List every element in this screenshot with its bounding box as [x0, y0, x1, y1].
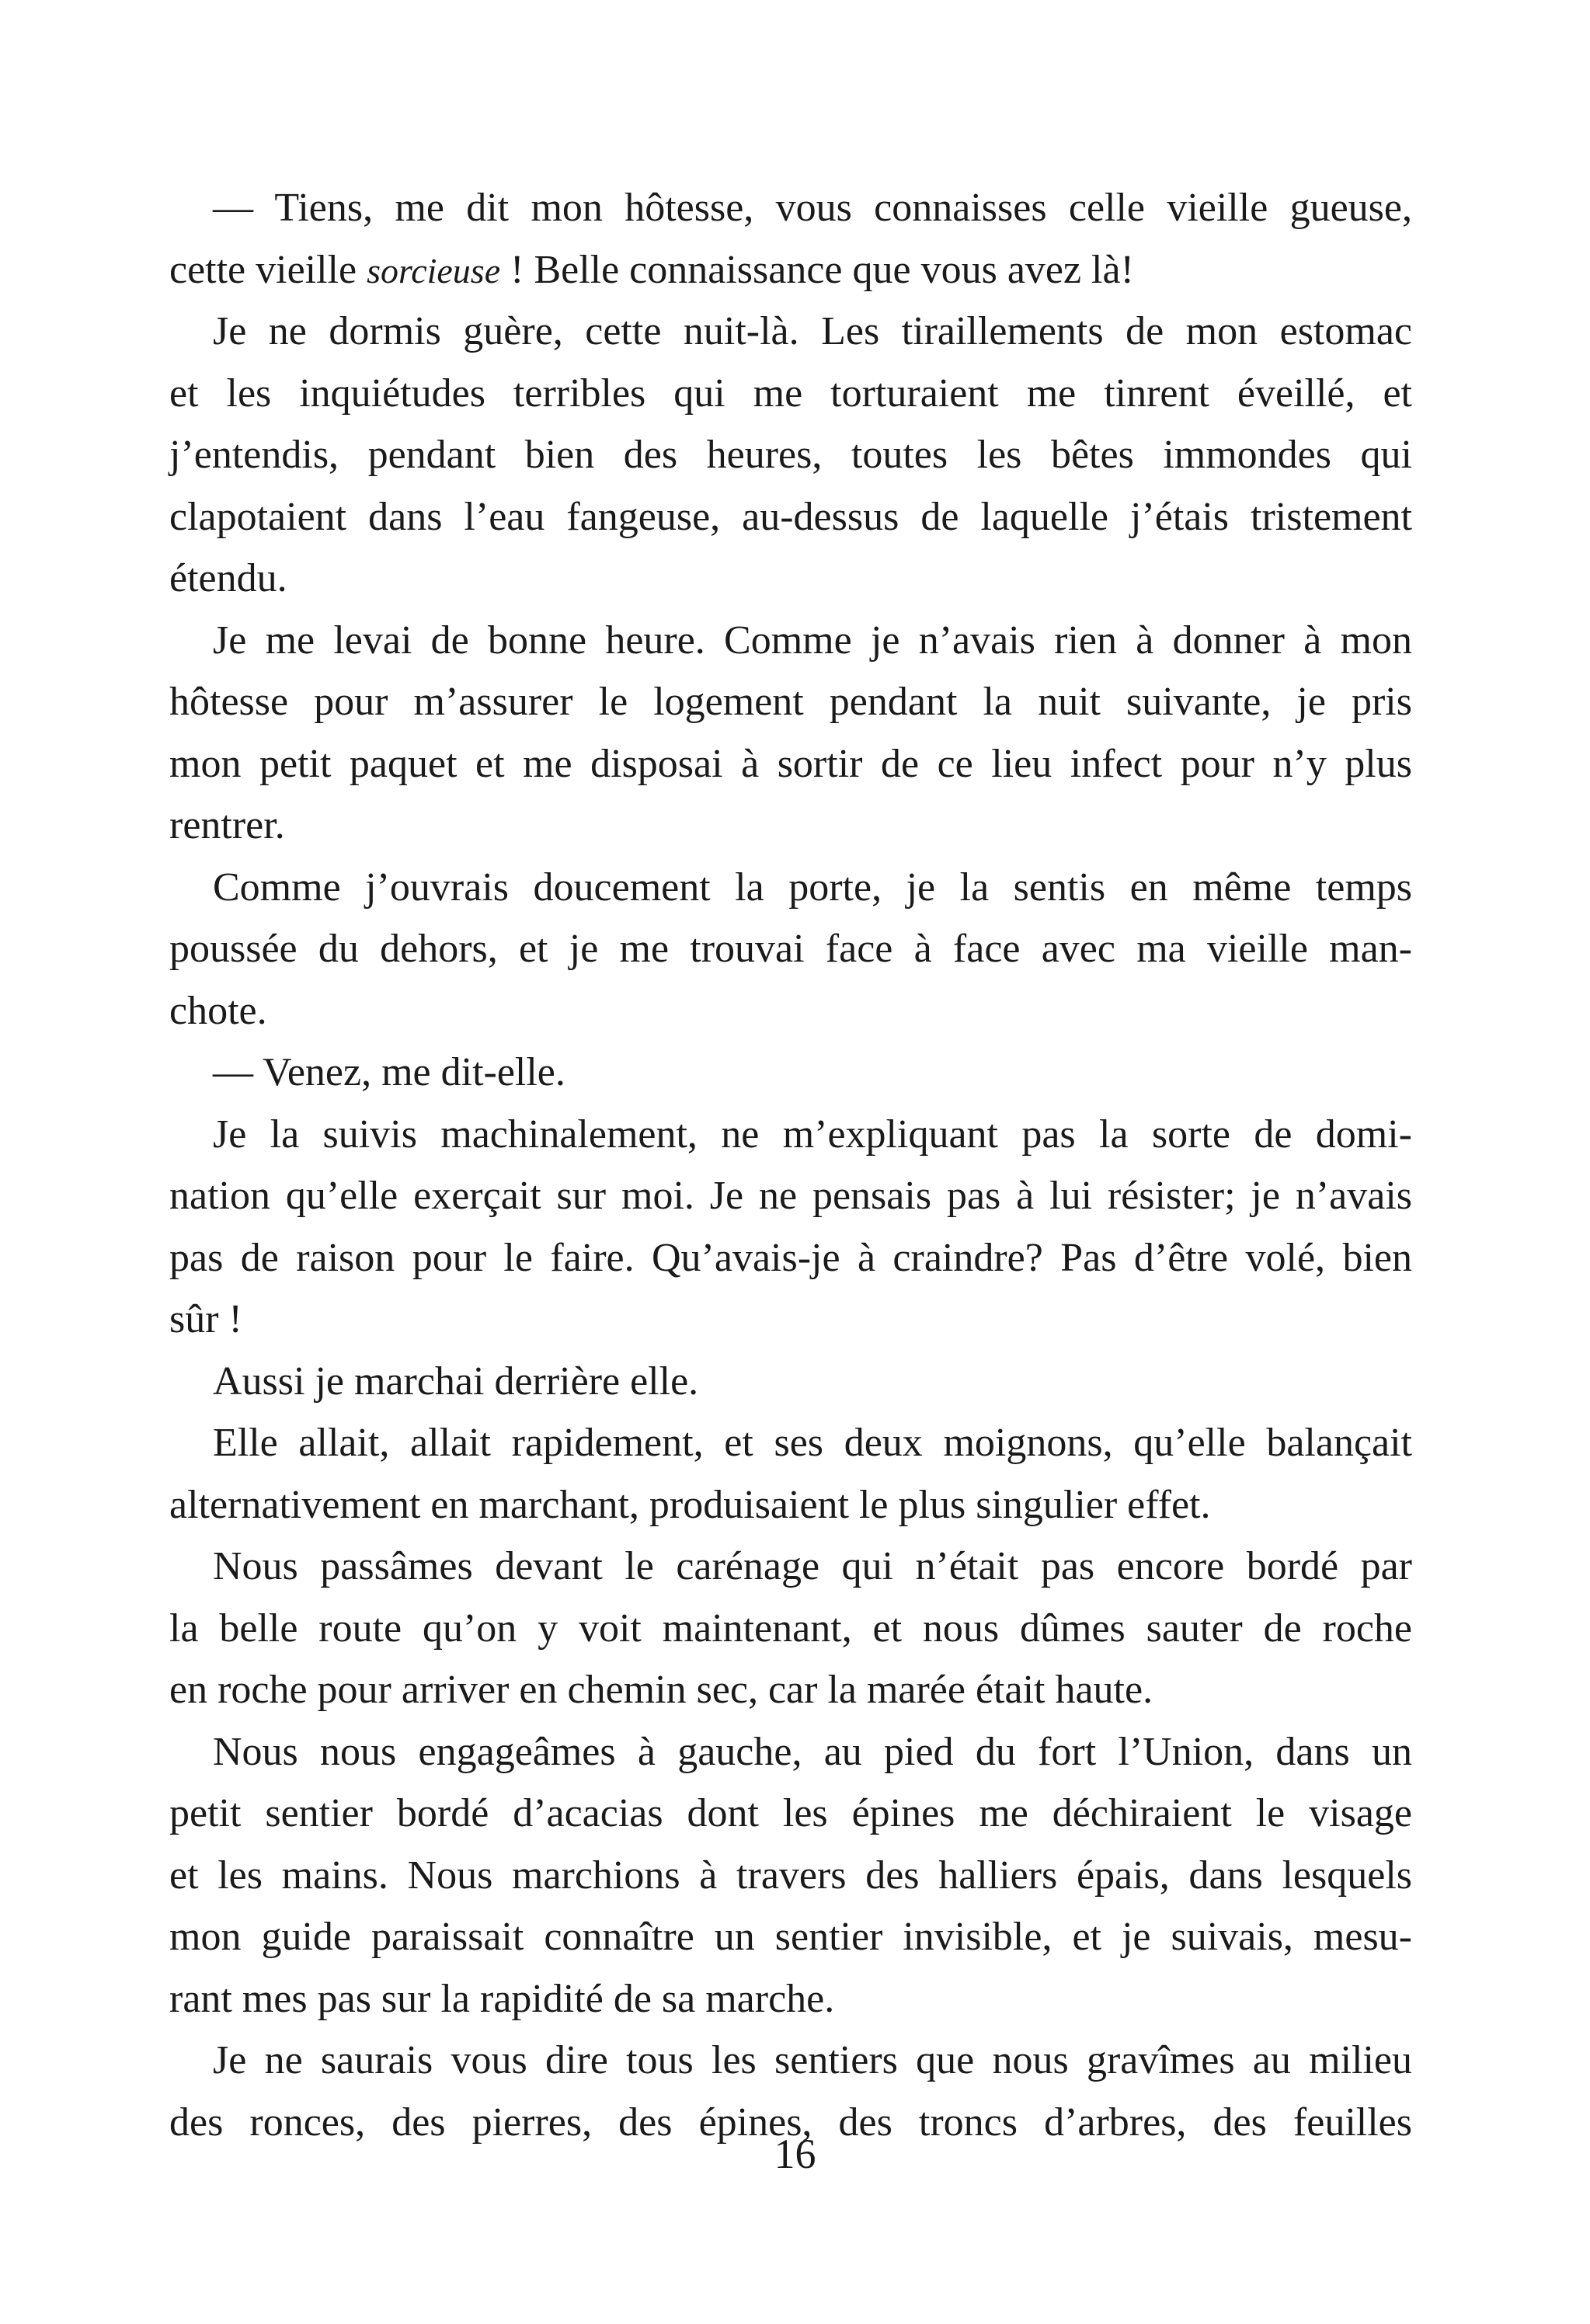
text-line: alternativement en marchant, produisaient le plus singulier effet.	[169, 1482, 1211, 1527]
text-line: Je la suivis machinalement, ne m’expliquant pas la sorte de domi-	[213, 1112, 1412, 1157]
text-line: hôtesse pour m’assurer le logement pendant la nuit suivante, je pris	[169, 680, 1412, 724]
text-line: pas de raison pour le faire. Qu’avais-je à craindre? Pas d’être volé, bien	[169, 1235, 1412, 1280]
text-line: rentrer.	[169, 803, 285, 847]
text-line: sûr !	[169, 1297, 242, 1341]
page-number: 16	[774, 2131, 816, 2177]
text-line: Elle allait, allait rapidement, et ses deux moignons, qu’elle balançait	[213, 1421, 1412, 1465]
text-line: et les inquiétudes terribles qui me torturaient me tinrent éveillé, et	[169, 371, 1412, 416]
text-line: clapotaient dans l’eau fangeuse, au-dessus de laquelle j’étais tristement	[169, 494, 1412, 539]
text-line: rant mes pas sur la rapidité de sa marche.	[169, 1976, 835, 2021]
text-line: — Tiens, me dit mon hôtesse, vous connaisses celle vieille gueuse,	[213, 186, 1412, 230]
text-line: Je ne saurais vous dire tous les sentiers que nous gravîmes au milieu	[213, 2038, 1412, 2082]
text-line: j’entendis, pendant bien des heures, toutes les bêtes immondes qui	[169, 433, 1412, 477]
text-line: Comme j’ouvrais doucement la porte, je la sentis en même temps	[213, 865, 1412, 910]
text-line: Je me levai de bonne heure. Comme je n’avais rien à donner à mon	[213, 618, 1412, 663]
text-line: Je ne dormis guère, cette nuit-là. Les tiraillements de mon estomac	[213, 309, 1412, 353]
text-line: chote.	[169, 988, 267, 1033]
text-line: étendu.	[169, 556, 287, 600]
text-line: et les mains. Nous marchions à travers des halliers épais, dans lesquels	[169, 1853, 1412, 1898]
body-text	[169, 177, 1412, 2153]
text-line: Nous nous engageâmes à gauche, au pied du fort l’Union, dans un	[213, 1729, 1412, 1774]
text-line	[169, 239, 1412, 301]
text-line: petit sentier bordé d’acacias dont les épines me déchiraient le visage	[169, 1791, 1412, 1835]
text-line: mon petit paquet et me disposai à sortir de ce lieu infect pour n’y plus	[169, 741, 1412, 786]
text-segment: cette vieille	[169, 247, 367, 292]
text-line: en roche pour arriver en chemin sec, car la marée était haute.	[169, 1668, 1153, 1712]
text-line: mon guide paraissait connaître un sentier invisible, et je suivais, mesu-	[169, 1915, 1412, 1959]
text-line: Nous passâmes devant le carénage qui n’était pas encore bordé par	[213, 1544, 1412, 1588]
text-line: Aussi je marchai derrière elle.	[213, 1359, 699, 1404]
text-line: nation qu’elle exerçait sur moi. Je ne pensais pas à lui résister; je n’avais	[169, 1174, 1412, 1218]
text-segment: ! Belle connaissance que vous avez là!	[500, 247, 1134, 292]
text-line: la belle route qu’on y voit maintenant, et nous dûmes sauter de roche	[169, 1606, 1412, 1651]
text-line: poussée du dehors, et je me trouvai face à face avec ma vieille man-	[169, 927, 1412, 971]
text-line: — Venez, me dit-elle.	[213, 1050, 565, 1094]
italic-word: sorcieuse	[367, 250, 501, 290]
text-line: des ronces, des pierres, des épines, des troncs d’arbres, des feuilles	[169, 2100, 1412, 2145]
